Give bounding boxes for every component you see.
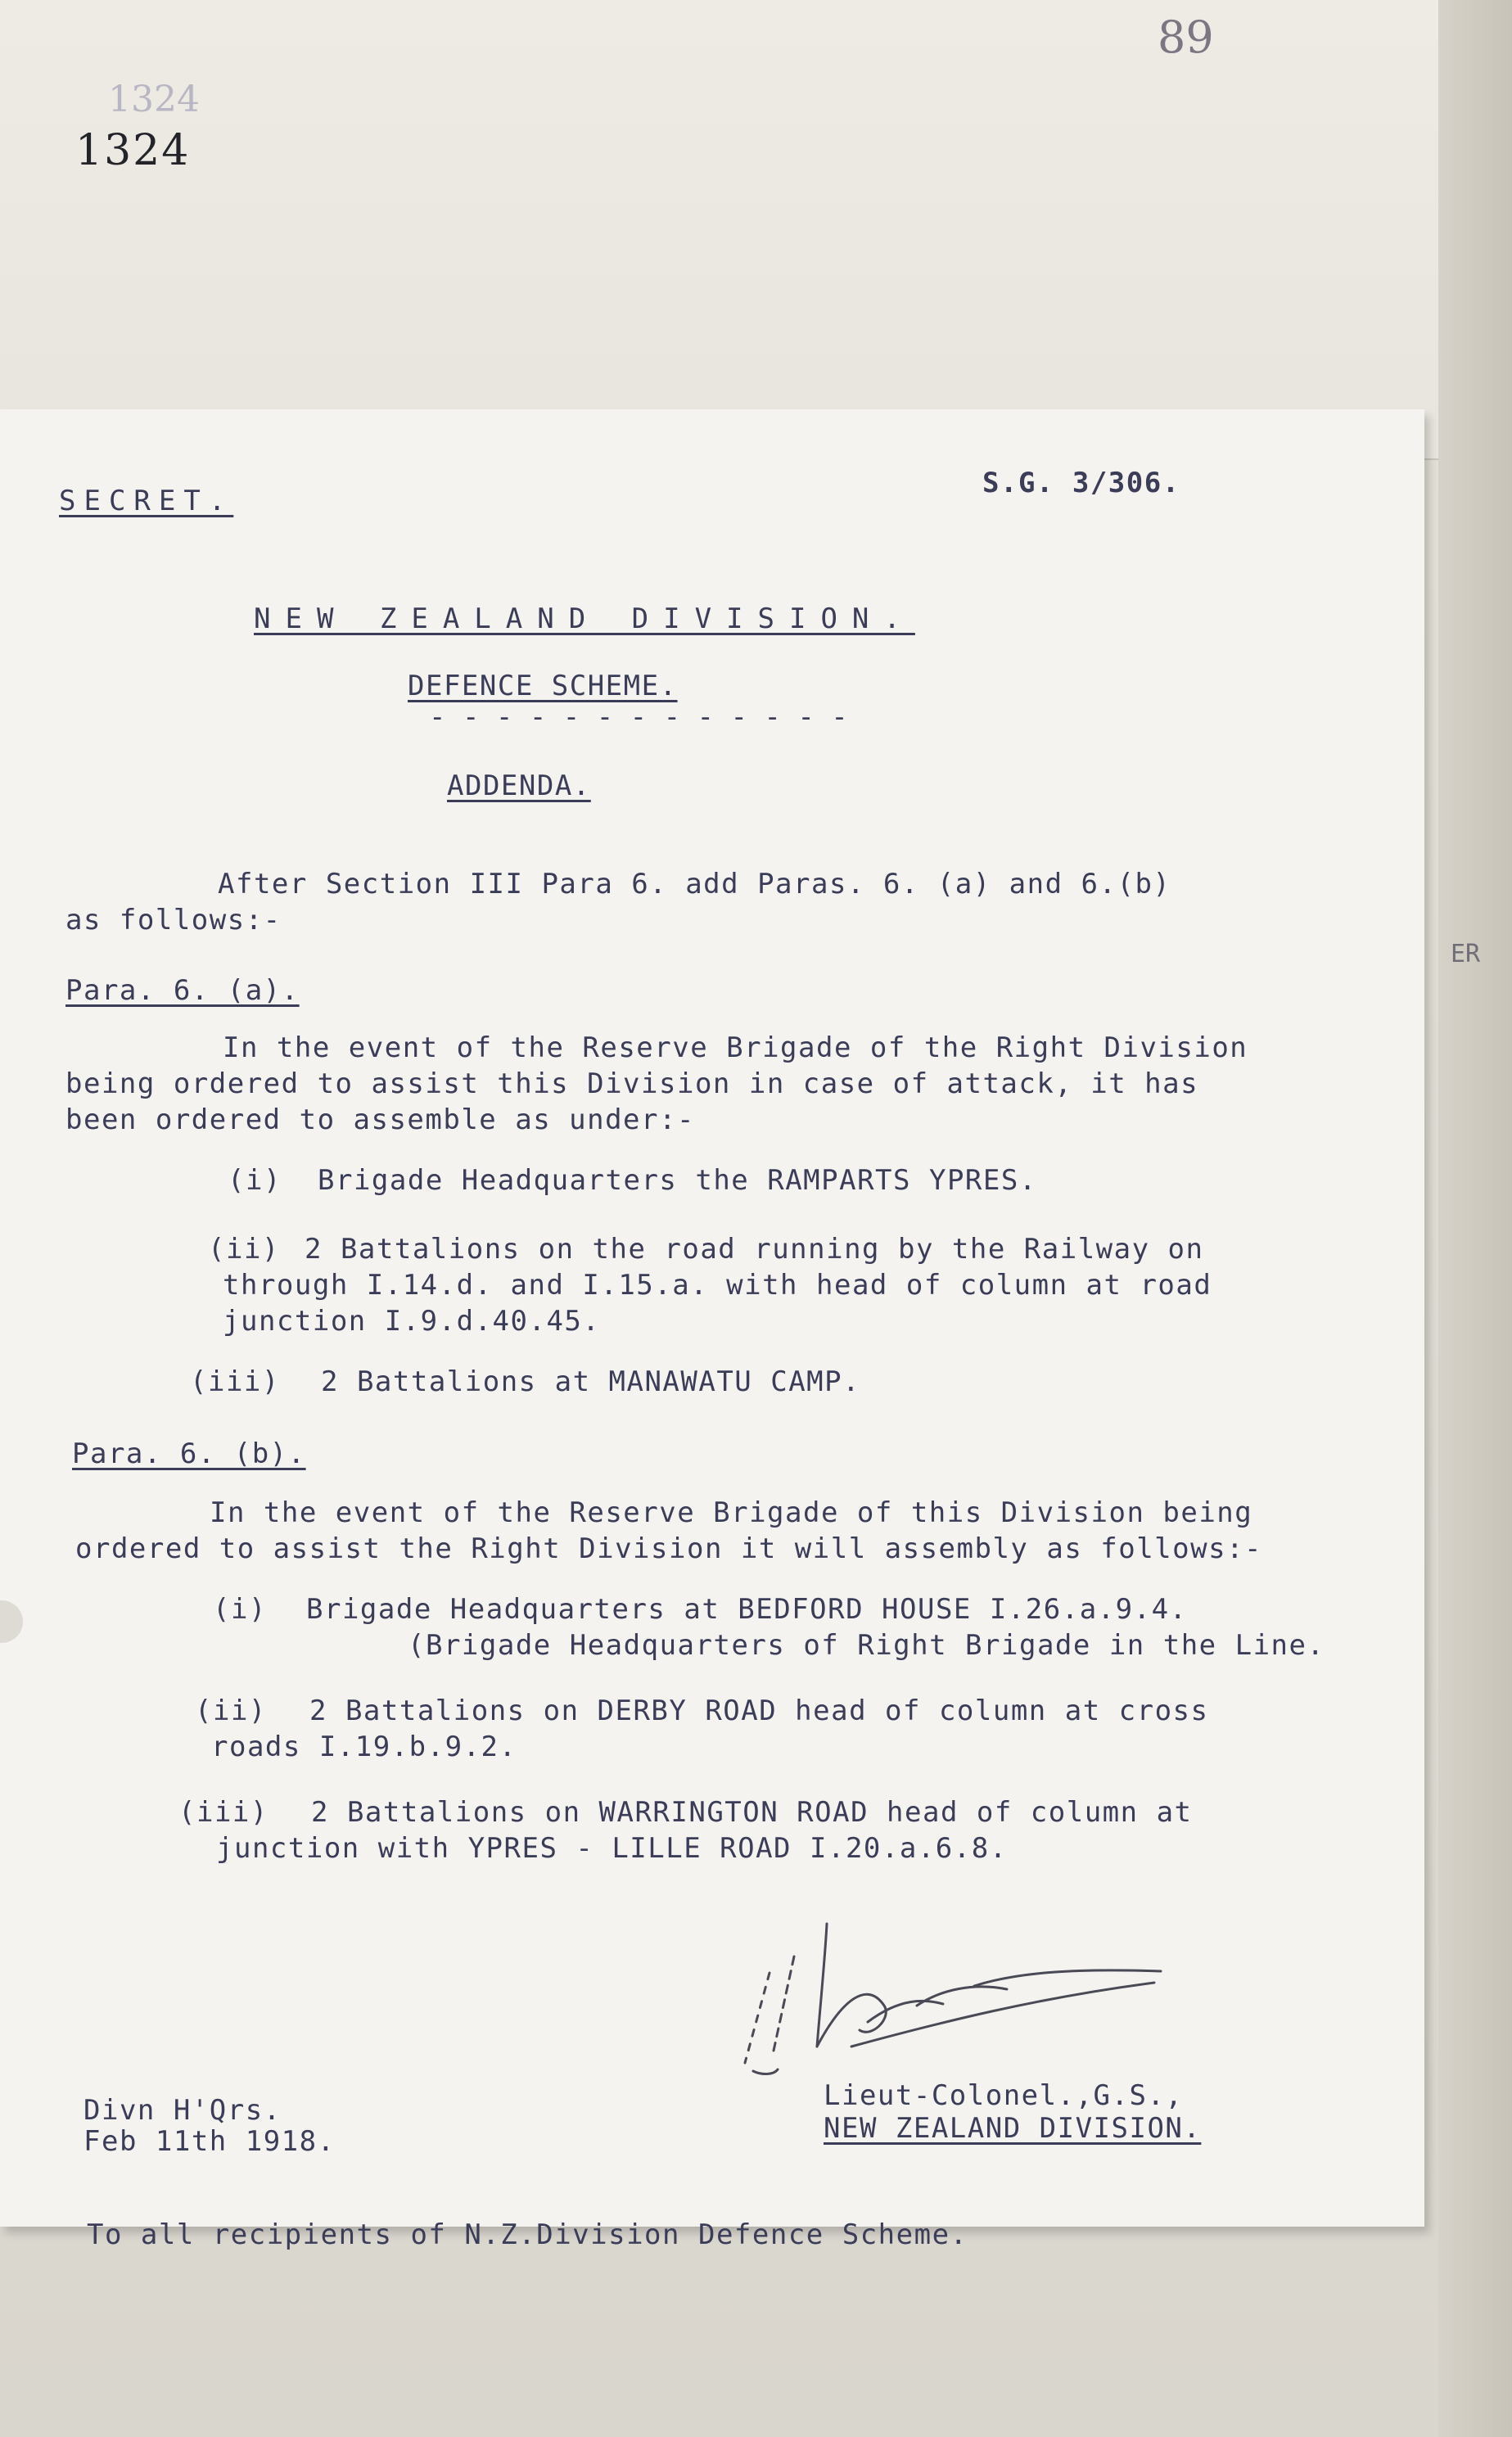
classification-marking: SECRET. xyxy=(59,485,234,517)
para-b-item-1-line-2: (Brigade Headquarters of Right Brigade in the Line. xyxy=(408,1629,1325,1662)
para-a-item-3-line-1: 2 Battalions at MANAWATU CAMP. xyxy=(321,1365,861,1398)
para-a-line-2: being ordered to assist this Division in case of attack, it has xyxy=(65,1067,1199,1100)
para-a-item-1-line-1: Brigade Headquarters the RAMPARTS YPRES. xyxy=(318,1164,1037,1197)
signatory-unit: NEW ZEALAND DIVISION. xyxy=(824,2112,1202,2145)
side-tab-text: ER xyxy=(1451,940,1481,968)
footer-date: Feb 11th 1918. xyxy=(83,2125,336,2158)
para-b-item-3-num: (iii) xyxy=(178,1796,269,1829)
folio-number-left: 1324 xyxy=(75,126,191,175)
footer-hq: Divn H'Qrs. xyxy=(83,2094,282,2127)
para-a-heading: Para. 6. (a). xyxy=(65,974,300,1007)
title-rule: - - - - - - - - - - - - - xyxy=(429,701,848,733)
signature-graphic xyxy=(729,1907,1187,2096)
para-a-line-3: been ordered to assemble as under:- xyxy=(65,1103,695,1136)
folio-number-ghost: 1324 xyxy=(108,79,200,120)
background-sheet xyxy=(0,0,1465,460)
folio-number-top: 89 xyxy=(1158,11,1214,63)
para-a-item-3-num: (iii) xyxy=(190,1365,280,1398)
para-a-item-1-num: (i) xyxy=(228,1164,282,1197)
para-b-item-2-num: (ii) xyxy=(195,1695,267,1727)
para-b-item-1-line-1: Brigade Headquarters at BEDFORD HOUSE I.26.a.9.4. xyxy=(306,1593,1188,1626)
title-addenda: ADDENDA. xyxy=(447,769,591,802)
para-a-item-2-line-2: through I.14.d. and I.15.a. with head of column at road xyxy=(223,1269,1212,1302)
para-a-line-1: In the event of the Reserve Brigade of the Right Division xyxy=(223,1031,1248,1064)
para-b-item-2-line-1: 2 Battalions on DERBY ROAD head of column at cross xyxy=(309,1695,1209,1727)
para-a-item-2-num: (ii) xyxy=(208,1233,280,1266)
para-b-line-1: In the event of the Reserve Brigade of this Division being xyxy=(210,1496,1253,1529)
intro-line-2: as follows:- xyxy=(65,904,282,936)
reference-number: S.G. 3/306. xyxy=(982,467,1180,499)
punch-hole xyxy=(0,1600,23,1643)
para-b-item-3-line-1: 2 Battalions on WARRINGTON ROAD head of column at xyxy=(311,1796,1193,1829)
para-b-item-1-num: (i) xyxy=(213,1593,267,1626)
para-a-item-2-line-1: 2 Battalions on the road running by the Railway on xyxy=(305,1233,1204,1266)
para-b-item-2-line-2: roads I.19.b.9.2. xyxy=(211,1731,517,1763)
para-a-item-2-line-3: junction I.9.d.40.45. xyxy=(223,1305,601,1338)
document-page xyxy=(0,409,1424,2251)
title-division: NEW ZEALAND DIVISION. xyxy=(254,602,915,635)
distribution-line: To all recipients of N.Z.Division Defence Scheme. xyxy=(87,2218,968,2251)
para-b-item-3-line-2: junction with YPRES - LILLE ROAD I.20.a.6.8. xyxy=(216,1832,1008,1865)
para-b-line-2: ordered to assist the Right Division it will assembly as follows:- xyxy=(75,1532,1263,1565)
intro-line-1: After Section III Para 6. add Paras. 6. (a) and 6.(b) xyxy=(218,868,1171,900)
background-stack-edge xyxy=(1438,0,1512,2437)
title-scheme: DEFENCE SCHEME. xyxy=(408,670,678,702)
para-b-heading: Para. 6. (b). xyxy=(72,1437,306,1470)
signatory-rank: Lieut-Colonel.,G.S., xyxy=(824,2079,1184,2112)
